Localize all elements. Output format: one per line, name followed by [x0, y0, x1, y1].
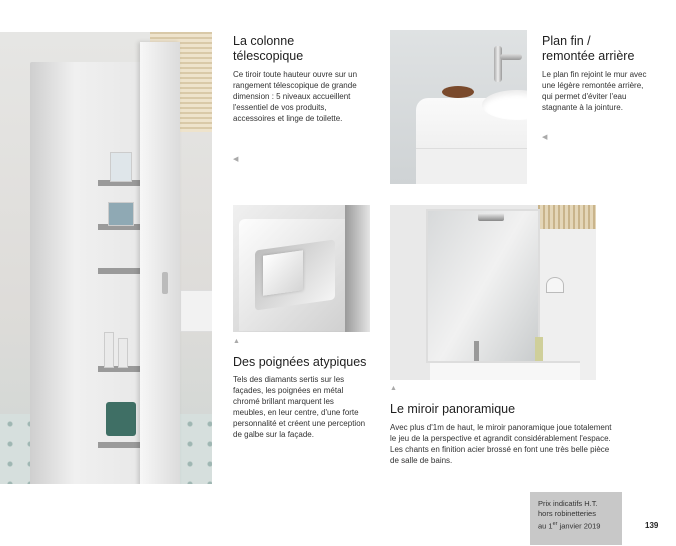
photo-thin-top [390, 30, 527, 184]
faucet [494, 46, 502, 82]
price-note-date-prefix: au 1 [538, 521, 553, 531]
ceiling-slats [538, 205, 596, 229]
towel-stack [110, 152, 132, 182]
page-number: 139 [645, 521, 659, 530]
title-text: Des poignées atypiques [233, 355, 367, 369]
title-line: Plan fin / [542, 34, 591, 48]
cabinet-door [140, 42, 180, 484]
mirror-light [478, 213, 504, 221]
price-note-line [538, 519, 614, 532]
door-edge [345, 205, 370, 332]
photo-panoramic-mirror [390, 205, 596, 380]
soap-dish [442, 86, 474, 98]
cabinet-shelf [98, 268, 142, 274]
up-arrow-icon: ▲ [233, 338, 240, 345]
chrome-handle [263, 250, 303, 296]
section-body-miroir: Avec plus d'1m de haut, le miroir panoramique joue totalement le jeu de la perspective et agrandit considérablement l'espace. Les chants en finition acier brossé en font une très belle pièce de salle de bains. [390, 423, 612, 465]
background-sink [180, 290, 212, 332]
title-line: remontée arrière [542, 49, 635, 63]
photo-telescopic-column [0, 32, 212, 484]
title-line: La colonne [233, 34, 295, 48]
basket [108, 202, 134, 226]
price-note-date-suffix: janvier 2019 [557, 521, 601, 531]
left-arrow-icon: ◀ [542, 134, 548, 141]
cabinet-shelf [98, 442, 142, 448]
faucet-spout [500, 54, 522, 60]
price-note-ordinal: er [552, 521, 558, 527]
section-body-colonne: Ce tiroir toute hauteur ouvre sur un rangement télescopique de grande dimension : 5 niveaux accueillent l'essentiel de vos produits, accessoires et linge de toilette. [233, 70, 358, 123]
side-wall [538, 229, 596, 380]
green-towel [106, 402, 136, 436]
title-text: Le miroir panoramique [390, 402, 516, 416]
price-note-box [530, 492, 622, 545]
photo-handle-closeup [233, 205, 370, 332]
price-note-line: Prix indicatifs H.T. [538, 499, 598, 508]
mirror [426, 209, 540, 363]
price-note-line: hors robinetteries [538, 509, 596, 518]
up-arrow-icon: ▲ [390, 385, 397, 392]
section-title-plan [542, 34, 652, 64]
vanity-top [430, 361, 580, 380]
section-body-plan: Le plan fin rejoint le mur avec une légère remontée arrière, qui permet d'éviter l'eau stagnante à la jointure. [542, 70, 647, 112]
section-title-miroir [390, 402, 610, 417]
faucet [474, 341, 479, 361]
section-title-colonne [233, 34, 373, 64]
vanity-front [416, 148, 527, 184]
bottle [104, 332, 114, 368]
section-body-poignees: Tels des diamants sertis sur les façades, les poignées en métal chromé brillant marquent les meubles, en leur centre, d'une forte personnalité et créent une perception de galbe sur la façade. [233, 375, 366, 439]
soap-bottle [535, 337, 543, 361]
bottle [118, 338, 128, 368]
left-arrow-icon: ◀ [233, 156, 239, 163]
cabinet-handle [162, 272, 168, 294]
wall-lamp [546, 277, 564, 293]
section-title-poignees [233, 355, 393, 370]
title-line: télescopique [233, 49, 304, 63]
